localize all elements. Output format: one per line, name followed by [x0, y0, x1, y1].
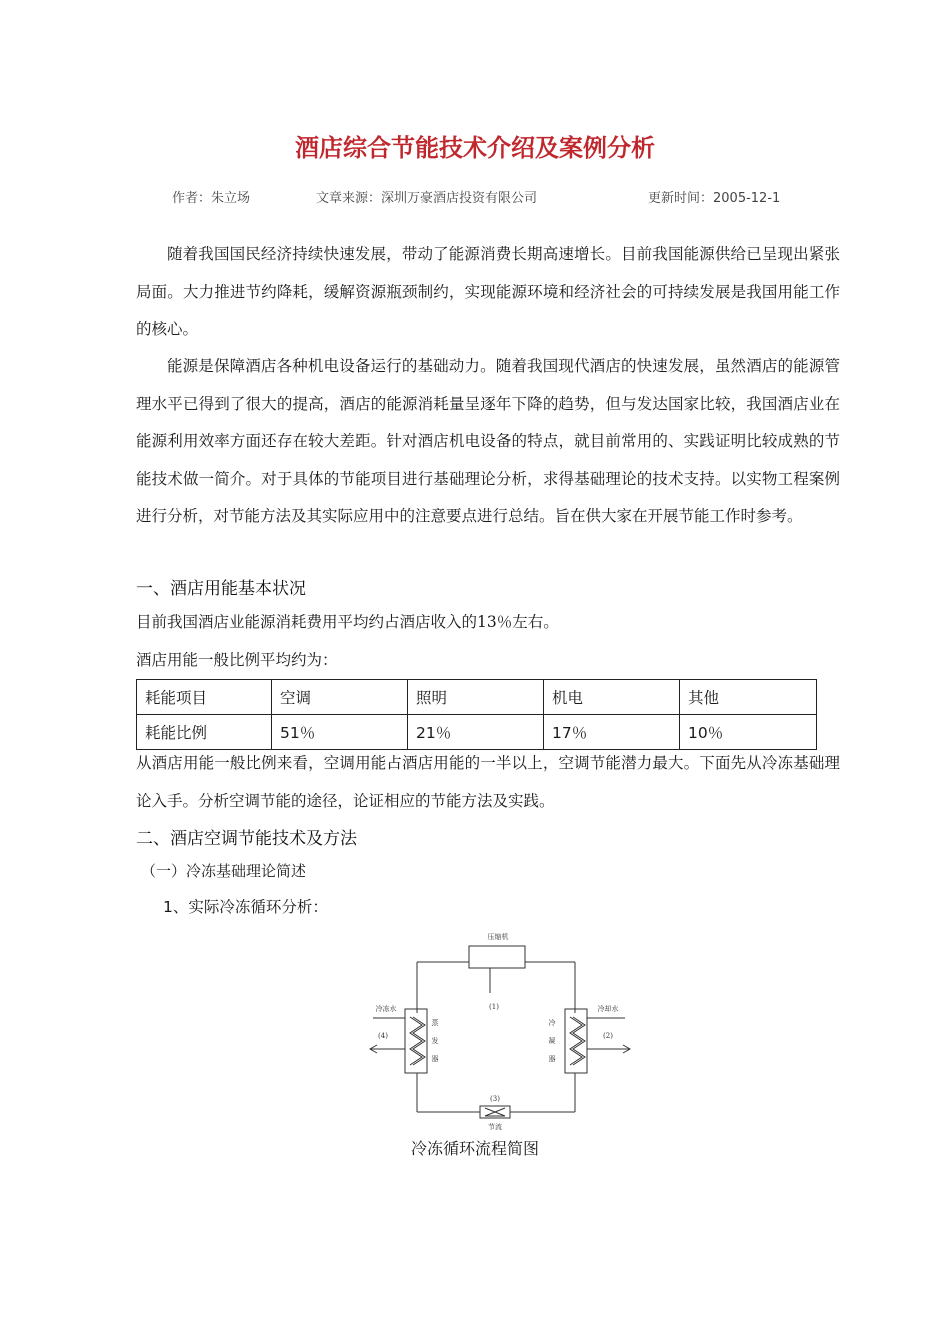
table-cell: 51％	[272, 715, 408, 750]
table-cell: 10％	[680, 715, 817, 750]
evaporator-label-1: 蒸	[431, 1019, 439, 1027]
section-2-heading: 二、酒店空调节能技术及方法	[136, 829, 357, 849]
section-1-heading: 一、酒店用能基本状况	[136, 579, 306, 599]
document-title: 酒店综合节能技术介绍及案例分析	[295, 134, 655, 162]
point-4-label: (4)	[378, 1032, 388, 1040]
table-cell: 机电	[544, 680, 680, 715]
table-cell: 耗能项目	[137, 680, 272, 715]
compressor-label: 压缩机	[487, 933, 509, 941]
point-1-label: (1)	[489, 1003, 499, 1011]
update-time-label: 更新时间：	[648, 191, 714, 206]
update-time-value: 2005-12-1	[713, 191, 781, 206]
section-1-summary: 从酒店用能一般比例来看，空调用能占酒店用能的一半以上，空调节能潜力最大。下面先从冷冻基础理论入手。分析空调节能的途径，论证相应的节能方法及实践。	[136, 754, 840, 810]
evaporator-coil	[410, 1017, 422, 1065]
subsection-item-number: 1	[163, 898, 173, 916]
condenser-coil	[573, 1017, 585, 1065]
article-source: 文章来源：深圳万豪酒店投资有限公司	[316, 191, 538, 206]
chilled-water-label: 冷冻水	[375, 1005, 397, 1013]
energy-ratio-table	[136, 679, 817, 750]
throttle-label: 节流	[488, 1123, 502, 1130]
diagram-caption: 冷冻循环流程简图	[410, 1139, 539, 1158]
table-cell: 照明	[408, 680, 544, 715]
table-cell: 空调	[272, 680, 408, 715]
subsection-heading: （一）冷冻基础理论简述	[141, 862, 307, 880]
throttle-valve-symbol	[485, 1108, 505, 1116]
section-1-line-1: 目前我国酒店业能源消耗费用平均约占酒店收入的13％左右。	[136, 613, 559, 631]
subsection-item-text: 、实际冷冻循环分析：	[172, 898, 328, 916]
refrigeration-cycle-diagram	[340, 925, 640, 1130]
subsection-item	[163, 895, 328, 917]
cooling-water-label: 冷却水	[597, 1005, 619, 1013]
evaporator-coil	[413, 1017, 425, 1065]
table-row	[137, 680, 817, 715]
evaporator-label-2: 发	[431, 1037, 439, 1045]
intro-paragraph-2: 能源是保障酒店各种机电设备运行的基础动力。随着我国现代酒店的快速发展，虽然酒店的能源管理水平已得到了很大的提高，酒店的能源消耗量呈逐年下降的趋势，但与发达国家比较，我国酒店业在能源利用效率方面还存在较大差距。针对酒店机电设备的特点，就目前常用的、实践证明比较成熟的节能技术做一简介。对于具体的节能项目进行基础理论分析，求得基础理论的技术支持。以实物工程案例进行分析，对节能方法及其实际应用中的注意要点进行总结。旨在供大家在开展节能工作时参考。	[136, 357, 840, 525]
table-cell: 17％	[544, 715, 680, 750]
intro-paragraph-1: 随着我国国民经济持续快速发展，带动了能源消费长期高速增长。目前我国能源供给已呈现出紧张局面。大力推进节约降耗，缓解资源瓶颈制约，实现能源环境和经济社会的可持续发展是我国用能工作的核心。	[136, 245, 840, 338]
point-2-label: (2)	[603, 1032, 613, 1040]
condenser-coil	[570, 1017, 582, 1065]
condenser-label-1: 冷	[548, 1019, 556, 1027]
author: 作者：朱立场	[172, 191, 251, 206]
section-1-line-2: 酒店用能一般比例平均约为：	[136, 651, 338, 669]
condenser-label-2: 凝	[548, 1037, 556, 1045]
point-3-label: (3)	[490, 1095, 500, 1103]
table-cell: 耗能比例	[137, 715, 272, 750]
condenser-label-3: 器	[548, 1055, 556, 1063]
update-time	[648, 187, 780, 206]
evaporator-label-3: 器	[431, 1055, 439, 1063]
compressor-box	[469, 946, 525, 968]
table-cell: 其他	[680, 680, 817, 715]
table-cell: 21％	[408, 715, 544, 750]
